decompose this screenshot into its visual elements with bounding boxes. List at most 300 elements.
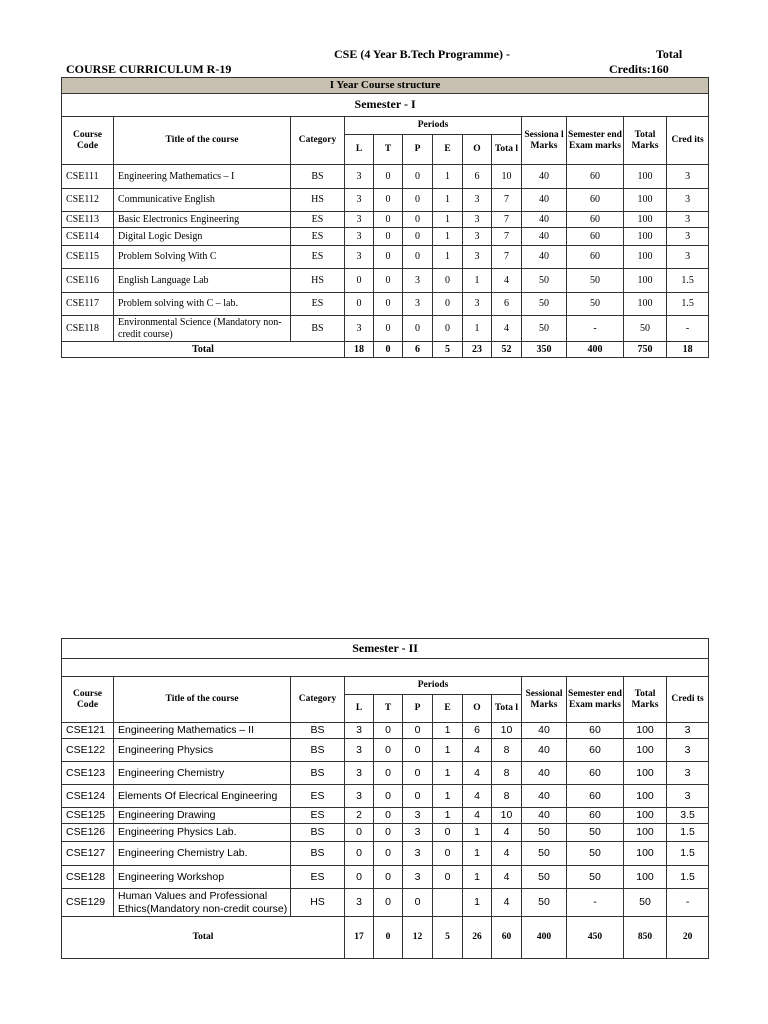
cell-ses: 40 — [522, 165, 567, 189]
cell-o: 4 — [463, 808, 492, 824]
cell-o: 1 — [463, 889, 492, 917]
total-sessional: 400 — [522, 917, 567, 959]
cell-tm: 100 — [624, 824, 667, 842]
cell-ses: 50 — [522, 889, 567, 917]
cell-e: 1 — [433, 762, 463, 785]
cell-tm: 100 — [624, 762, 667, 785]
cell-p: 3 — [403, 842, 433, 866]
cell-p: 0 — [403, 165, 433, 189]
cell-tot: 4 — [492, 889, 522, 917]
cell-cat: ES — [291, 293, 345, 316]
col-o: O — [463, 135, 492, 165]
cell-cat: BS — [291, 762, 345, 785]
cell-tm: 100 — [624, 723, 667, 739]
cell-p: 3 — [403, 824, 433, 842]
cell-cr: 3 — [667, 246, 709, 269]
cell-code: CSE111 — [62, 165, 114, 189]
cell-sem: 60 — [567, 762, 624, 785]
cell-t: 0 — [374, 165, 403, 189]
cell-p: 0 — [403, 739, 433, 762]
cell-e: 1 — [433, 212, 463, 228]
cell-e: 1 — [433, 228, 463, 246]
cell-sem: 60 — [567, 165, 624, 189]
cell-cr: - — [667, 889, 709, 917]
cell-l: 3 — [345, 189, 374, 212]
cell-e: 1 — [433, 165, 463, 189]
total-credits: 18 — [667, 342, 709, 358]
semester-1-title: Semester - I — [62, 94, 709, 117]
cell-ses: 40 — [522, 739, 567, 762]
course-row — [62, 212, 709, 228]
cell-o: 1 — [463, 269, 492, 293]
cell-l: 3 — [345, 762, 374, 785]
total-credits: 20 — [667, 917, 709, 959]
total-marks: 750 — [624, 342, 667, 358]
cell-cr: 1.5 — [667, 824, 709, 842]
cell-t: 0 — [374, 228, 403, 246]
cell-cat: HS — [291, 189, 345, 212]
total-t: 0 — [374, 917, 403, 959]
cell-title: Engineering Drawing — [114, 808, 291, 824]
cell-code: CSE129 — [62, 889, 114, 917]
cell-sem: 50 — [567, 824, 624, 842]
cell-tot: 10 — [492, 165, 522, 189]
cell-ses: 40 — [522, 723, 567, 739]
cell-tot: 4 — [492, 866, 522, 889]
cell-e: 0 — [433, 842, 463, 866]
total-marks: 850 — [624, 917, 667, 959]
cell-title: Elements Of Elecrical Engineering — [114, 785, 291, 808]
cell-l: 0 — [345, 269, 374, 293]
cell-title: Problem solving with C – lab. — [114, 293, 291, 316]
cell-e — [433, 889, 463, 917]
cell-l: 2 — [345, 808, 374, 824]
course-row — [62, 723, 709, 739]
cell-l: 0 — [345, 824, 374, 842]
col-category: Category — [291, 117, 345, 165]
cell-sem: - — [567, 889, 624, 917]
col-credits: Cred its — [667, 117, 709, 165]
col-periods: Periods — [345, 117, 522, 135]
cell-p: 0 — [403, 212, 433, 228]
course-row — [62, 246, 709, 269]
cell-cat: BS — [291, 165, 345, 189]
cell-code: CSE116 — [62, 269, 114, 293]
col-title: Title of the course — [114, 117, 291, 165]
cell-cr: 1.5 — [667, 842, 709, 866]
cell-o: 4 — [463, 785, 492, 808]
total-e: 5 — [433, 917, 463, 959]
cell-l: 3 — [345, 165, 374, 189]
cell-code: CSE123 — [62, 762, 114, 785]
cell-l: 3 — [345, 785, 374, 808]
cell-p: 0 — [403, 762, 433, 785]
cell-sem: 50 — [567, 269, 624, 293]
course-row — [62, 316, 709, 342]
cell-cr: - — [667, 316, 709, 342]
col-course-code: Course Code — [62, 117, 114, 165]
semester-2-table — [61, 638, 709, 959]
cell-e: 1 — [433, 246, 463, 269]
cell-o: 1 — [463, 316, 492, 342]
cell-cr: 3 — [667, 212, 709, 228]
cell-o: 1 — [463, 824, 492, 842]
cell-l: 3 — [345, 889, 374, 917]
cell-ses: 50 — [522, 866, 567, 889]
cell-p: 3 — [403, 866, 433, 889]
cell-t: 0 — [374, 842, 403, 866]
col-title: Title of the course — [114, 677, 291, 723]
cell-t: 0 — [374, 824, 403, 842]
cell-tm: 100 — [624, 165, 667, 189]
cell-title: English Language Lab — [114, 269, 291, 293]
cell-cr: 3 — [667, 228, 709, 246]
course-row — [62, 189, 709, 212]
cell-code: CSE114 — [62, 228, 114, 246]
cell-cat: BS — [291, 842, 345, 866]
cell-tm: 50 — [624, 889, 667, 917]
cell-code: CSE128 — [62, 866, 114, 889]
cell-tm: 100 — [624, 228, 667, 246]
cell-cr: 3 — [667, 739, 709, 762]
total-label: Total — [656, 47, 683, 61]
cell-cr: 3 — [667, 762, 709, 785]
cell-cat: ES — [291, 866, 345, 889]
cell-code: CSE122 — [62, 739, 114, 762]
cell-tot: 4 — [492, 269, 522, 293]
cell-o: 1 — [463, 866, 492, 889]
cell-e: 1 — [433, 808, 463, 824]
cell-title: Engineering Mathematics – I — [114, 165, 291, 189]
total-e: 5 — [433, 342, 463, 358]
cell-tm: 100 — [624, 189, 667, 212]
col-sessional: Sessional Marks — [522, 677, 567, 723]
cell-tot: 4 — [492, 842, 522, 866]
cell-e: 1 — [433, 739, 463, 762]
cell-o: 1 — [463, 842, 492, 866]
cell-tm: 100 — [624, 293, 667, 316]
total-t: 0 — [374, 342, 403, 358]
cell-cat: ES — [291, 785, 345, 808]
col-credits: Credi ts — [667, 677, 709, 723]
cell-title: Human Values and Professional Ethics(Mandatory non-credit course) — [114, 889, 291, 917]
cell-ses: 40 — [522, 212, 567, 228]
cell-e: 0 — [433, 866, 463, 889]
cell-e: 0 — [433, 293, 463, 316]
cell-sem: 60 — [567, 723, 624, 739]
cell-sem: 60 — [567, 228, 624, 246]
cell-t: 0 — [374, 316, 403, 342]
cell-o: 3 — [463, 246, 492, 269]
col-periods: Periods — [345, 677, 522, 695]
cell-t: 0 — [374, 739, 403, 762]
cell-o: 4 — [463, 739, 492, 762]
cell-o: 6 — [463, 165, 492, 189]
cell-e: 0 — [433, 316, 463, 342]
cell-title: Engineering Physics Lab. — [114, 824, 291, 842]
cell-cr: 1.5 — [667, 293, 709, 316]
cell-code: CSE127 — [62, 842, 114, 866]
cell-o: 4 — [463, 762, 492, 785]
col-semester-end: Semester end Exam marks — [567, 117, 624, 165]
cell-ses: 40 — [522, 228, 567, 246]
cell-ses: 40 — [522, 246, 567, 269]
cell-p: 0 — [403, 723, 433, 739]
cell-tot: 7 — [492, 212, 522, 228]
cell-title: Problem Solving With C — [114, 246, 291, 269]
col-t: T — [374, 135, 403, 165]
cell-l: 3 — [345, 739, 374, 762]
cell-l: 3 — [345, 723, 374, 739]
curriculum-title: COURSE CURRICULUM R-19 — [66, 62, 232, 76]
cell-tot: 8 — [492, 739, 522, 762]
cell-cat: BS — [291, 739, 345, 762]
cell-e: 1 — [433, 785, 463, 808]
cell-ses: 50 — [522, 316, 567, 342]
cell-l: 0 — [345, 293, 374, 316]
total-o: 26 — [463, 917, 492, 959]
col-l: L — [345, 135, 374, 165]
cell-sem: 60 — [567, 785, 624, 808]
cell-t: 0 — [374, 723, 403, 739]
cell-title: Engineering Physics — [114, 739, 291, 762]
cell-sem: 60 — [567, 808, 624, 824]
cell-cat: BS — [291, 723, 345, 739]
cell-title: Environmental Science (Mandatory non-credit course) — [114, 316, 291, 342]
cell-e: 1 — [433, 723, 463, 739]
cell-cr: 3 — [667, 165, 709, 189]
cell-tm: 100 — [624, 269, 667, 293]
total-periods: 52 — [492, 342, 522, 358]
cell-code: CSE126 — [62, 824, 114, 842]
cell-sem: 60 — [567, 246, 624, 269]
course-row — [62, 889, 709, 917]
course-row — [62, 739, 709, 762]
course-row — [62, 762, 709, 785]
cell-cat: ES — [291, 212, 345, 228]
col-category: Category — [291, 677, 345, 723]
cell-e: 0 — [433, 269, 463, 293]
cell-p: 3 — [403, 269, 433, 293]
col-sessional: Sessiona l Marks — [522, 117, 567, 165]
course-row — [62, 293, 709, 316]
blank-row — [62, 659, 709, 677]
cell-title: Engineering Chemistry — [114, 762, 291, 785]
cell-title: Basic Electronics Engineering — [114, 212, 291, 228]
cell-t: 0 — [374, 212, 403, 228]
semester-2-title: Semester - II — [62, 639, 709, 659]
col-total-marks: Total Marks — [624, 117, 667, 165]
cell-t: 0 — [374, 866, 403, 889]
cell-code: CSE118 — [62, 316, 114, 342]
cell-ses: 40 — [522, 808, 567, 824]
cell-tm: 100 — [624, 246, 667, 269]
cell-sem: 50 — [567, 842, 624, 866]
programme-title: CSE (4 Year B.Tech Programme) - — [334, 47, 510, 61]
semester-1-table — [61, 77, 709, 358]
cell-cr: 3 — [667, 723, 709, 739]
course-row — [62, 269, 709, 293]
total-p: 12 — [403, 917, 433, 959]
cell-title: Communicative English — [114, 189, 291, 212]
cell-ses: 50 — [522, 824, 567, 842]
cell-cat: HS — [291, 269, 345, 293]
cell-code: CSE121 — [62, 723, 114, 739]
cell-sem: 60 — [567, 189, 624, 212]
cell-cr: 3 — [667, 189, 709, 212]
cell-t: 0 — [374, 189, 403, 212]
cell-title: Engineering Chemistry Lab. — [114, 842, 291, 866]
cell-l: 3 — [345, 212, 374, 228]
course-row — [62, 808, 709, 824]
cell-code: CSE117 — [62, 293, 114, 316]
total-credits: Credits:160 — [609, 62, 669, 76]
total-semester-end: 400 — [567, 342, 624, 358]
col-t: T — [374, 695, 403, 723]
cell-cat: ES — [291, 228, 345, 246]
cell-p: 0 — [403, 889, 433, 917]
col-l: L — [345, 695, 374, 723]
cell-cat: ES — [291, 246, 345, 269]
cell-p: 0 — [403, 228, 433, 246]
cell-tot: 6 — [492, 293, 522, 316]
total-o: 23 — [463, 342, 492, 358]
cell-tot: 10 — [492, 808, 522, 824]
cell-p: 0 — [403, 316, 433, 342]
cell-code: CSE112 — [62, 189, 114, 212]
cell-p: 3 — [403, 808, 433, 824]
total-label: Total — [62, 917, 345, 959]
col-e: E — [433, 695, 463, 723]
cell-t: 0 — [374, 269, 403, 293]
semester-2-total-row — [62, 917, 709, 959]
year-course-structure: I Year Course structure — [62, 78, 709, 94]
cell-code: CSE125 — [62, 808, 114, 824]
cell-t: 0 — [374, 889, 403, 917]
total-label: Total — [62, 342, 345, 358]
cell-ses: 50 — [522, 842, 567, 866]
cell-tm: 100 — [624, 808, 667, 824]
cell-tm: 100 — [624, 212, 667, 228]
cell-title: Digital Logic Design — [114, 228, 291, 246]
cell-cat: BS — [291, 316, 345, 342]
cell-tm: 100 — [624, 866, 667, 889]
course-row — [62, 785, 709, 808]
course-row — [62, 824, 709, 842]
cell-o: 3 — [463, 228, 492, 246]
cell-p: 0 — [403, 785, 433, 808]
cell-tm: 100 — [624, 739, 667, 762]
cell-p: 3 — [403, 293, 433, 316]
cell-cr: 3 — [667, 785, 709, 808]
cell-t: 0 — [374, 762, 403, 785]
cell-l: 0 — [345, 866, 374, 889]
total-l: 17 — [345, 917, 374, 959]
col-p: P — [403, 695, 433, 723]
cell-code: CSE115 — [62, 246, 114, 269]
course-row — [62, 165, 709, 189]
cell-e: 0 — [433, 824, 463, 842]
col-p: P — [403, 135, 433, 165]
col-total-periods: Tota l — [492, 135, 522, 165]
cell-tm: 100 — [624, 785, 667, 808]
course-row — [62, 866, 709, 889]
cell-sem: 60 — [567, 739, 624, 762]
cell-tot: 4 — [492, 316, 522, 342]
total-p: 6 — [403, 342, 433, 358]
semester-1-total-row — [62, 342, 709, 358]
col-course-code: Course Code — [62, 677, 114, 723]
cell-l: 3 — [345, 316, 374, 342]
cell-l: 3 — [345, 246, 374, 269]
cell-tot: 7 — [492, 228, 522, 246]
course-row — [62, 842, 709, 866]
cell-tm: 50 — [624, 316, 667, 342]
cell-t: 0 — [374, 785, 403, 808]
cell-sem: 60 — [567, 212, 624, 228]
col-total-periods: Tota l — [492, 695, 522, 723]
cell-tot: 8 — [492, 762, 522, 785]
cell-sem: 50 — [567, 866, 624, 889]
cell-tot: 10 — [492, 723, 522, 739]
cell-title: Engineering Mathematics – II — [114, 723, 291, 739]
cell-ses: 40 — [522, 762, 567, 785]
cell-t: 0 — [374, 246, 403, 269]
cell-code: CSE113 — [62, 212, 114, 228]
cell-o: 3 — [463, 189, 492, 212]
cell-ses: 40 — [522, 785, 567, 808]
cell-tot: 7 — [492, 189, 522, 212]
col-e: E — [433, 135, 463, 165]
col-total-marks: Total Marks — [624, 677, 667, 723]
cell-ses: 50 — [522, 269, 567, 293]
cell-cr: 1.5 — [667, 269, 709, 293]
cell-sem: - — [567, 316, 624, 342]
cell-ses: 50 — [522, 293, 567, 316]
cell-l: 3 — [345, 228, 374, 246]
total-periods: 60 — [492, 917, 522, 959]
cell-tot: 8 — [492, 785, 522, 808]
total-l: 18 — [345, 342, 374, 358]
total-semester-end: 450 — [567, 917, 624, 959]
col-semester-end: Semester end Exam marks — [567, 677, 624, 723]
cell-o: 3 — [463, 212, 492, 228]
cell-p: 0 — [403, 246, 433, 269]
cell-title: Engineering Workshop — [114, 866, 291, 889]
cell-cat: HS — [291, 889, 345, 917]
cell-cr: 1.5 — [667, 866, 709, 889]
cell-p: 0 — [403, 189, 433, 212]
cell-tot: 7 — [492, 246, 522, 269]
cell-tot: 4 — [492, 824, 522, 842]
cell-ses: 40 — [522, 189, 567, 212]
cell-t: 0 — [374, 808, 403, 824]
cell-sem: 50 — [567, 293, 624, 316]
total-sessional: 350 — [522, 342, 567, 358]
course-row — [62, 228, 709, 246]
cell-e: 1 — [433, 189, 463, 212]
cell-o: 6 — [463, 723, 492, 739]
cell-o: 3 — [463, 293, 492, 316]
cell-cr: 3.5 — [667, 808, 709, 824]
cell-code: CSE124 — [62, 785, 114, 808]
cell-cat: BS — [291, 824, 345, 842]
cell-l: 0 — [345, 842, 374, 866]
cell-tm: 100 — [624, 842, 667, 866]
col-o: O — [463, 695, 492, 723]
cell-cat: ES — [291, 808, 345, 824]
cell-t: 0 — [374, 293, 403, 316]
